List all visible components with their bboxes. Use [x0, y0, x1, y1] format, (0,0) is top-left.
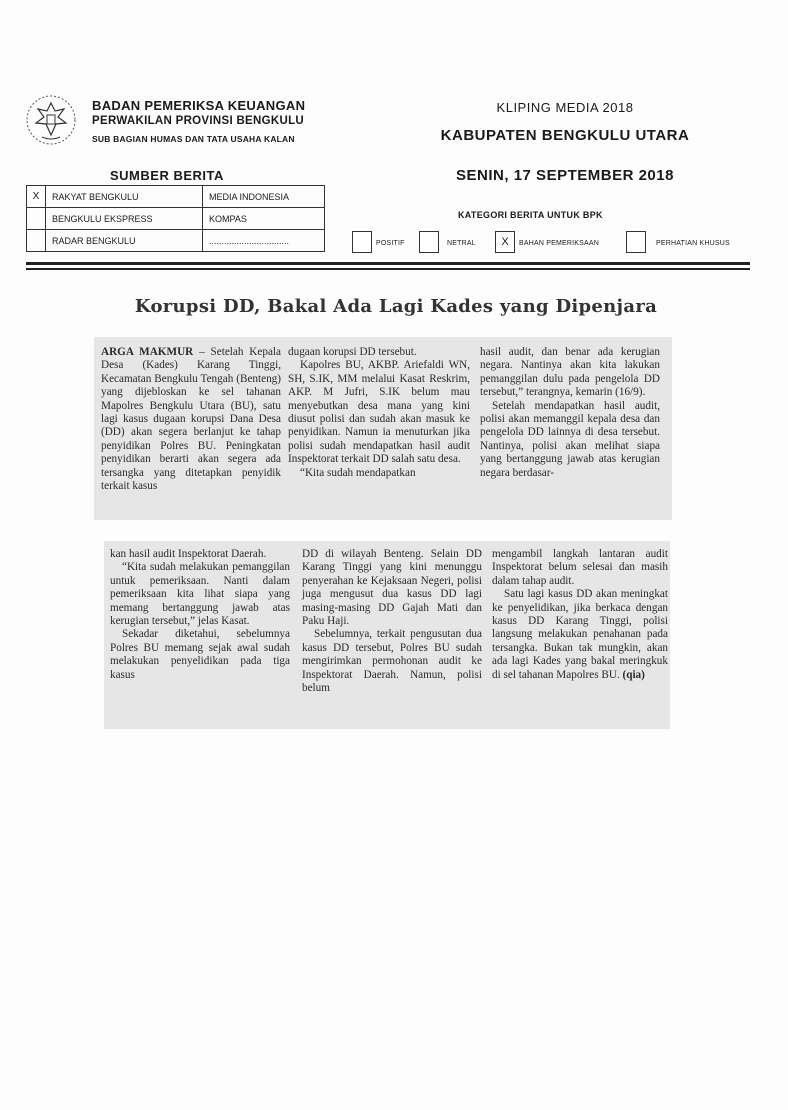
- article-col-4: [110, 548, 290, 682]
- source-right: KOMPAS: [203, 208, 325, 230]
- org-sub: SUB BAGIAN HUMAS DAN TATA USAHA KALAN: [92, 134, 295, 144]
- kategori-perhatian-checkbox[interactable]: [626, 231, 646, 253]
- article-byline: (qia): [622, 668, 645, 681]
- article-paragraph: DD di wilayah Benteng. Selain DD Karang Tinggi yang kini menunggu penyerahan ke Kejaksaan Negeri, polisi juga mengusut dua kasus DD lagi masing-masing DD Gajah Mati dan Paku Haji.: [302, 548, 482, 628]
- article-paragraph: dugaan korupsi DD tersebut.: [288, 346, 417, 358]
- article-paragraph: Satu lagi kasus DD akan meningkat ke penyelidikan, jika berkaca dengan kasus DD Karang Tinggi, polisi langsung melakukan penahanan pada tersangka. Bukan tak mungkin, akan ada lagi Kades yang bakal meringkuk di sel tahanan Mapolres BU.: [492, 588, 668, 681]
- article-col-5: [302, 548, 482, 695]
- article-paragraph: Setelah mendapatkan hasil audit, polisi akan memanggil kepala desa dan pengelola DD lainnya di desa tersebut. Nantinya, polisi akan melihat siapa yang bertanggung jawab atas kerugian negara berdasar-: [480, 399, 660, 479]
- kategori-bahan-label: BAHAN PEMERIKSAAN: [519, 240, 600, 247]
- kategori-positif-label: POSITIF: [376, 240, 405, 247]
- article-headline: Korupsi DD, Bakal Ada Lagi Kades yang Dipenjara: [134, 296, 658, 317]
- garuda-logo-icon: [24, 93, 78, 147]
- source-left: BENGKULU EKSPRESS: [46, 208, 203, 230]
- header-rule-top: [26, 262, 750, 265]
- source-row: [27, 230, 325, 252]
- article-paragraph: – Setelah Kepala Desa (Kades) Karang Tinggi, Kecamatan Bengkulu Tengah (Benteng) yang dijebloskan ke sel tahanan Mapolres Bengkulu Utara (BU), satu lagi kasus dugaan korupsi Dana Desa (DD) akan segera berlanjut ke tahap penyidikan Polres BU. Peningkatan penyidikan berarti akan segera ada tersangka yang ditetapkan penyidik terkait kasus: [101, 346, 281, 493]
- header-rule-bottom: [26, 268, 750, 270]
- article-paragraph: Sebelumnya, terkait pengusutan dua kasus DD tersebut, Polres BU sudah mengirimkan permohonan audit ke Inspektorat Daerah. Namun, polisi belum: [302, 628, 482, 695]
- kategori-title: KATEGORI BERITA UNTUK BPK: [458, 210, 603, 220]
- source-left: RADAR BENGKULU: [46, 230, 203, 252]
- source-mark: X: [27, 186, 46, 208]
- kabupaten-title: KABUPATEN BENGKULU UTARA: [440, 127, 690, 144]
- source-mark: [27, 230, 46, 252]
- article-paragraph: “Kita sudah melakukan pemanggilan untuk pemeriksaan. Nanti dalam pemeriksaan kita lihat siapa yang memang bertanggung jawab atas kerugian tersebut,” jelas Kasat.: [110, 561, 290, 628]
- source-mark: [27, 208, 46, 230]
- kliping-title: KLIPING MEDIA 2018: [496, 100, 634, 115]
- kategori-bahan-checkbox[interactable]: X: [495, 231, 515, 253]
- org-name: BADAN PEMERIKSA KEUANGAN: [92, 98, 306, 113]
- article-dateline: ARGA MAKMUR: [101, 346, 194, 358]
- kategori-positif-checkbox[interactable]: [352, 231, 372, 253]
- article-col-6: [492, 548, 668, 682]
- kategori-perhatian-label: PERHATIAN KHUSUS: [656, 240, 730, 247]
- org-region: PERWAKILAN PROVINSI BENGKULU: [92, 115, 305, 127]
- source-left: RAKYAT BENGKULU: [46, 186, 203, 208]
- source-right: ................................: [203, 230, 325, 252]
- source-table: [26, 185, 325, 252]
- article-paragraph: hasil audit, dan benar ada kerugian negara. Nantinya akan kita lakukan pemanggilan dulu pada pengelola DD tersebut,” terangnya, kemarin (16/9).: [480, 346, 660, 399]
- source-row: [27, 208, 325, 230]
- article-col-1: [101, 346, 281, 493]
- article-paragraph: mengambil langkah lantaran audit Inspektorat belum selesai dan masih dalam tahap audit.: [492, 548, 668, 587]
- article-paragraph: “Kita sudah mendapatkan: [300, 466, 416, 479]
- article-paragraph: kan hasil audit Inspektorat Daerah.: [110, 548, 267, 560]
- article-paragraph: Sekadar diketahui, sebelumnya Polres BU memang sejak awal sudah melakukan penyelidikan pada tiga kasus: [110, 628, 290, 681]
- kategori-netral-checkbox[interactable]: [419, 231, 439, 253]
- date-title: SENIN, 17 SEPTEMBER 2018: [456, 167, 674, 184]
- article-col-3: [480, 346, 660, 480]
- article-paragraph: Kapolres BU, AKBP. Ariefaldi WN, SH, S.IK, MM melalui Kasat Reskrim, AKP. M Jufri, S.IK belum mau menyebutkan desa mana yang kini diusut polisi dan sudah akan masuk ke penyidikan. Namun ia menuturkan jika polisi sudah mendapatkan hasil audit Inspektorat terkait DD salah satu desa.: [288, 359, 470, 466]
- source-right: MEDIA INDONESIA: [203, 186, 325, 208]
- source-row: [27, 186, 325, 208]
- sumber-title: SUMBER BERITA: [110, 168, 224, 183]
- article-col-2: [288, 346, 470, 480]
- kategori-netral-label: NETRAL: [447, 240, 476, 247]
